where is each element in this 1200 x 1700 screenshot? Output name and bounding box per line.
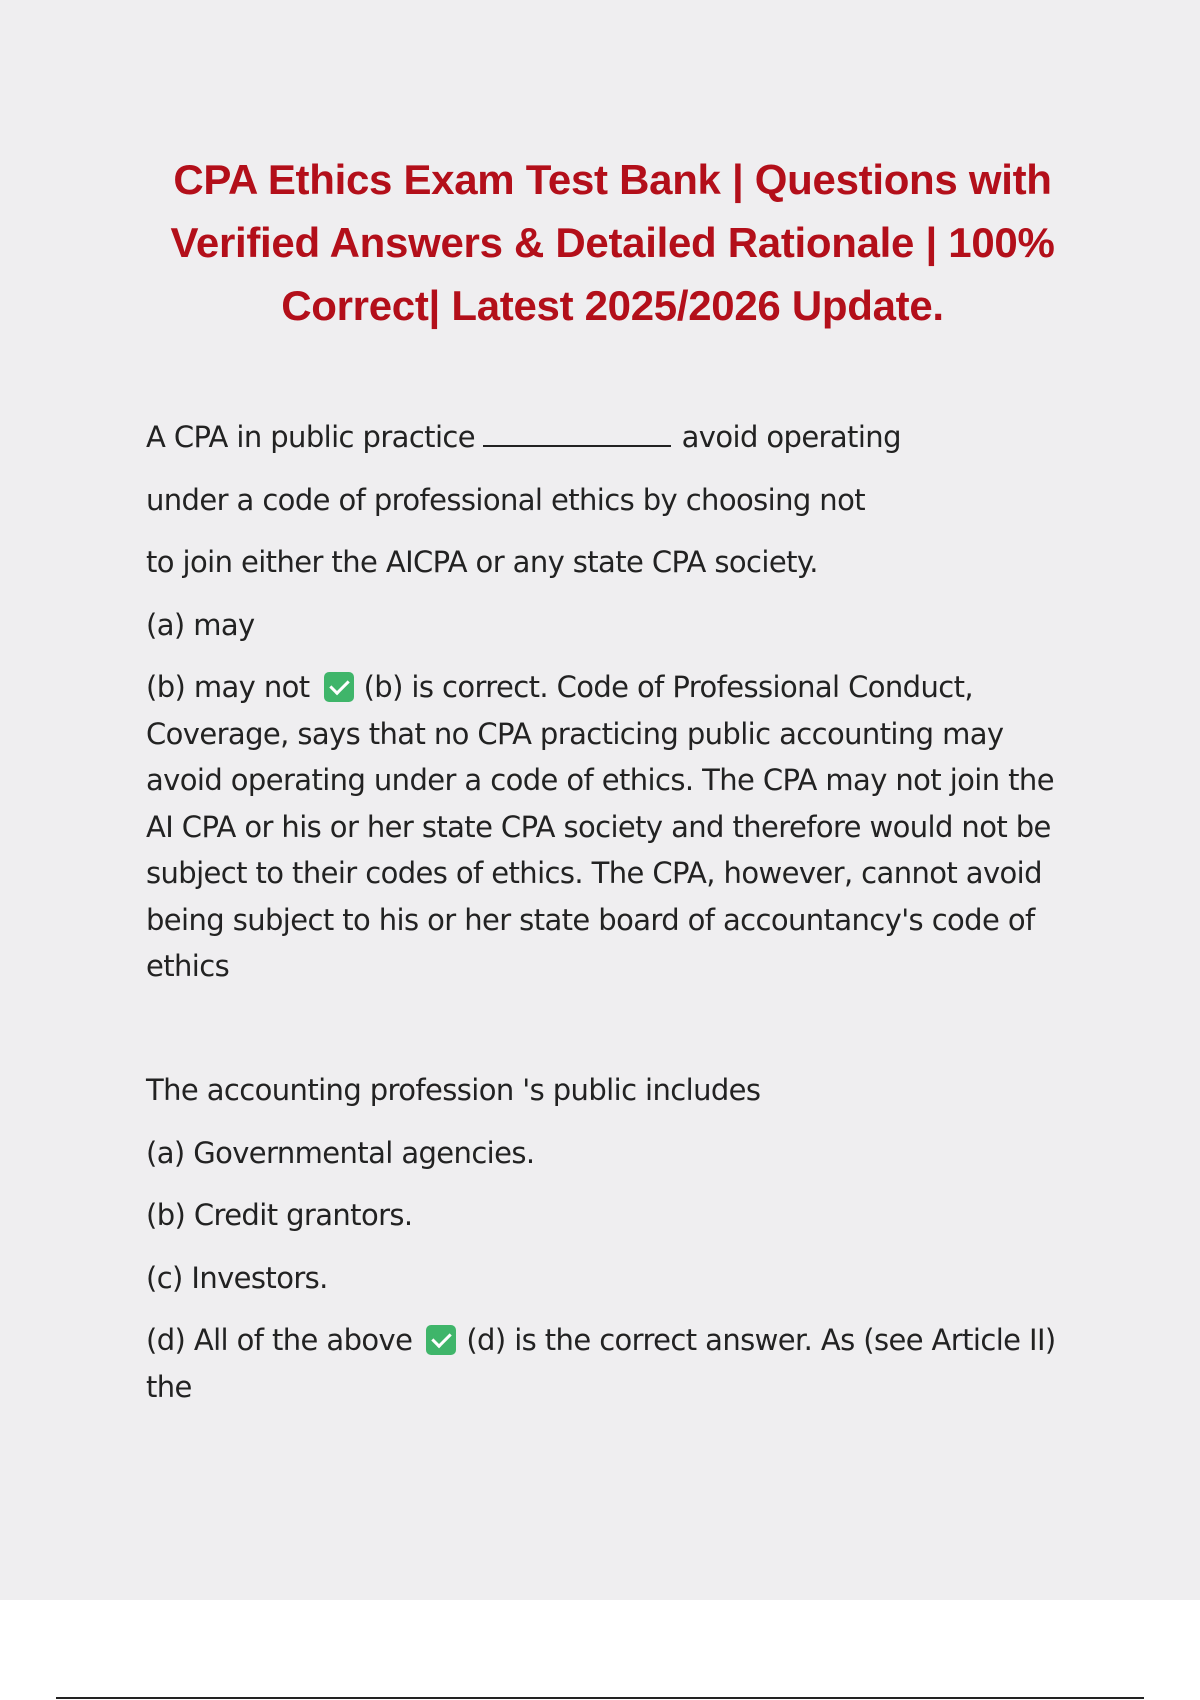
- question-2-answer-block: [146, 1317, 1086, 1410]
- check-mark-icon: [324, 672, 354, 702]
- document-title: CPA Ethics Exam Test Bank | Questions with Verified Answers & Detailed Rationale | 100% Correct| Latest 2025/2026 Update.: [170, 156, 1055, 329]
- question-2-option-a: (a) Governmental agencies.: [146, 1135, 535, 1170]
- question-2-option-c: (c) Investors.: [146, 1260, 328, 1295]
- question-2-option-b: (b) Credit grantors.: [146, 1198, 413, 1232]
- question-1-stem-line-3: to join either the AICPA or any state CPA society.: [146, 545, 818, 579]
- question-1-stem-line-1: [146, 414, 1086, 461]
- question-1-option-a: (a) may: [146, 607, 255, 642]
- question-1-stem-part-2: avoid operating: [681, 420, 901, 454]
- question-2: [146, 1067, 1086, 1410]
- question-1: [146, 414, 1086, 990]
- question-1-stem-line-2: under a code of professional ethics by choosing not: [146, 482, 865, 517]
- question-1-rationale: (b) is correct. Code of Professional Conduct, Coverage, says that no CPA practicing public accounting may avoid operating under a code of ethics. The CPA may not join the AI CPA or his or her state CPA society and therefore would not be subject to their codes of ethics. The CPA, however, cannot avoid being subject to his or her state board of accountancy's code of ethics: [146, 670, 1054, 983]
- question-2-option-d: (d) All of the above: [146, 1323, 413, 1357]
- question-1-stem-part-1: A CPA in public practice: [146, 420, 475, 454]
- question-2-stem: The accounting profession 's public includes: [146, 1073, 761, 1107]
- question-1-answer-block: [146, 664, 1086, 990]
- check-mark-icon: [426, 1325, 456, 1355]
- question-2-rationale: (d) is the correct answer. As (see Article II) the: [146, 1323, 1056, 1404]
- fill-in-blank: [483, 423, 671, 447]
- footer-divider: [56, 1697, 1144, 1699]
- question-1-option-b: (b) may not: [146, 670, 310, 704]
